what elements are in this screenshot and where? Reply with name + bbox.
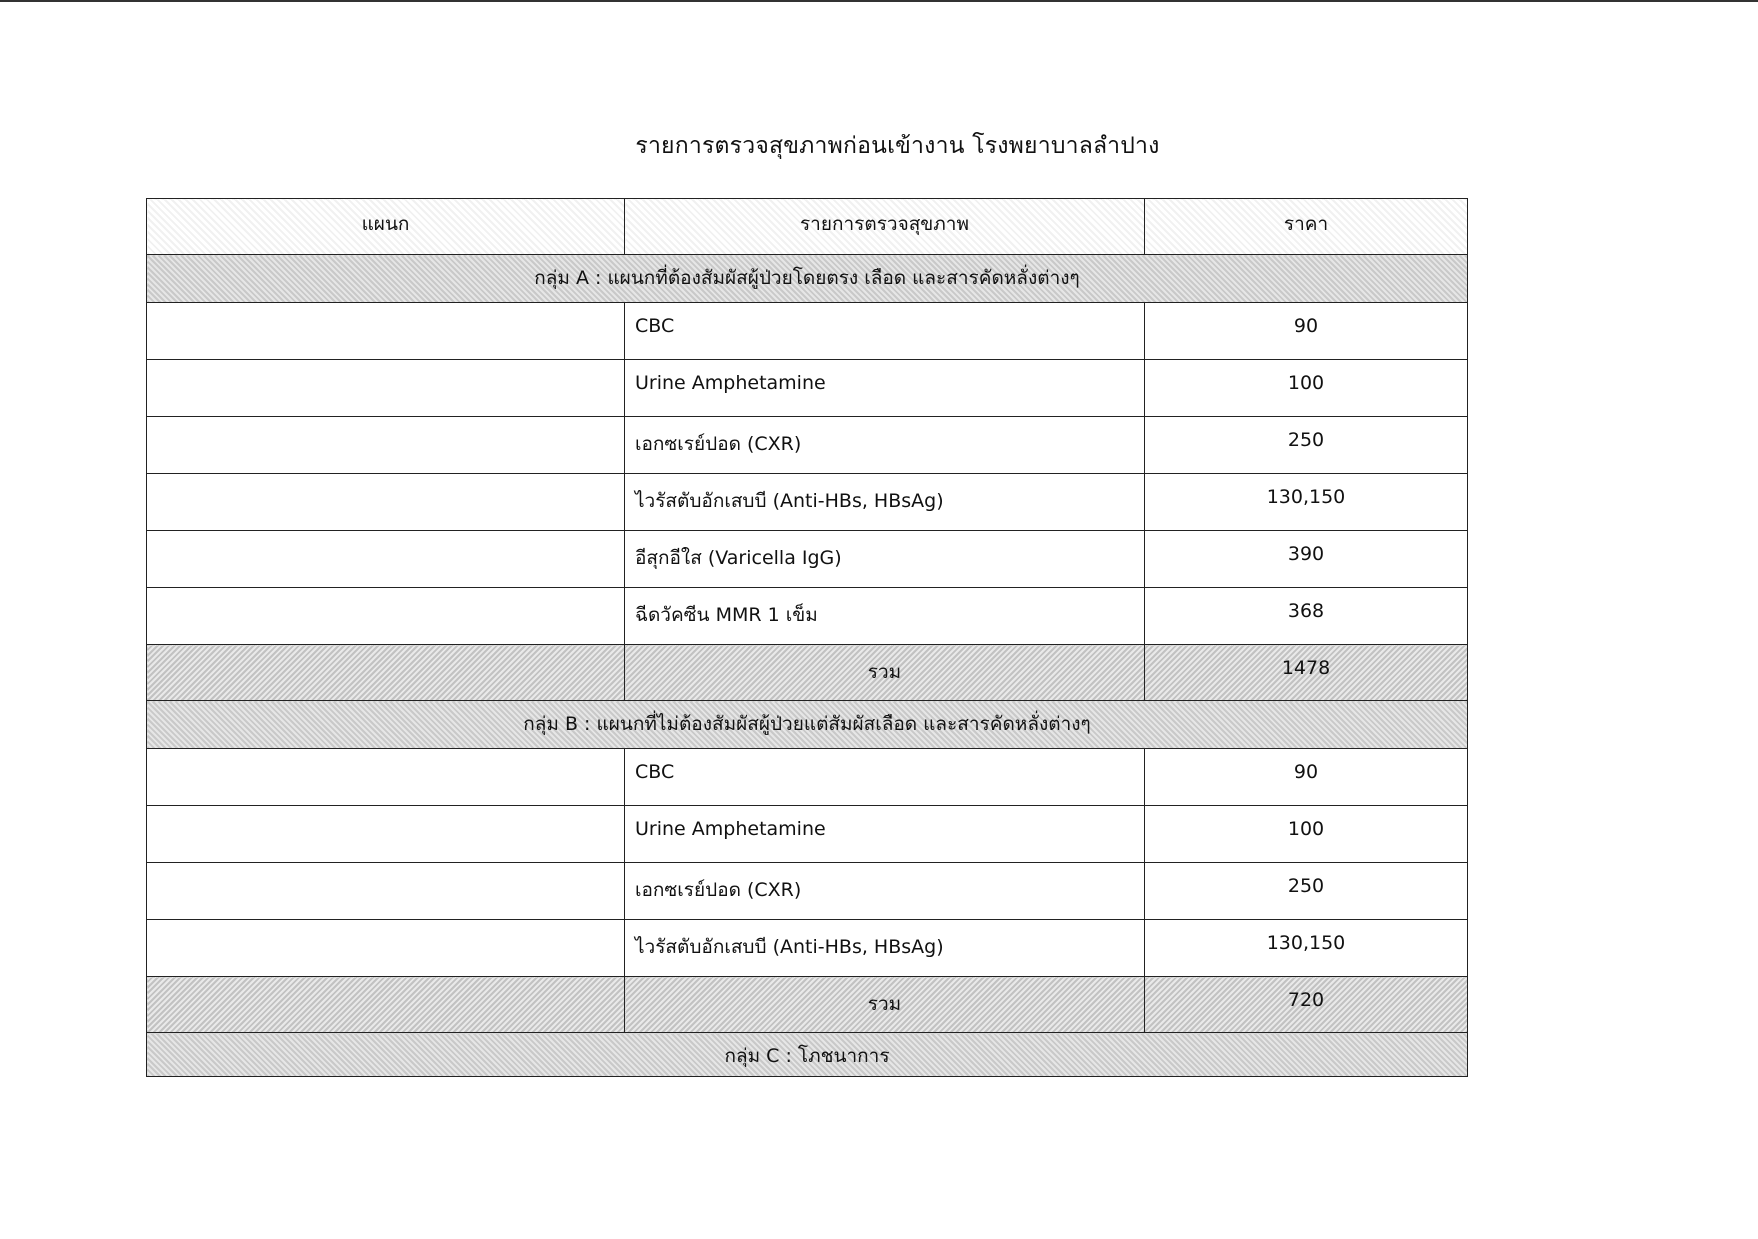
item-name: ไวรัสตับอักเสบบี (Anti-HBs, HBsAg) xyxy=(625,920,1145,977)
table-row xyxy=(147,920,1468,977)
header-price: ราคา xyxy=(1145,199,1468,255)
table-row xyxy=(147,863,1468,920)
item-price: 130,150 xyxy=(1145,920,1468,977)
item-name: อีสุกอีใส (Varicella IgG) xyxy=(625,531,1145,588)
department-cell xyxy=(147,645,625,701)
scan-edge-line xyxy=(0,0,1758,2)
table-header-row xyxy=(147,199,1468,255)
page-title: รายการตรวจสุขภาพก่อนเข้างาน โรงพยาบาลลำปาง xyxy=(635,133,1160,159)
department-cell xyxy=(147,474,625,531)
table-row xyxy=(147,474,1468,531)
checkup-table xyxy=(146,198,1468,1077)
group-a-total-label: รวม xyxy=(625,645,1145,701)
table-row xyxy=(147,749,1468,806)
item-name: ฉีดวัคซีน MMR 1 เข็ม xyxy=(625,588,1145,645)
group-b-title: กลุ่ม B : แผนกที่ไม่ต้องสัมผัสผู้ป่วยแต่สัมผัสเลือด และสารคัดหลั่งต่างๆ xyxy=(147,701,1468,749)
item-price: 250 xyxy=(1145,863,1468,920)
department-cell xyxy=(147,806,625,863)
item-price: 250 xyxy=(1145,417,1468,474)
item-price: 130,150 xyxy=(1145,474,1468,531)
table-row xyxy=(147,303,1468,360)
item-price: 390 xyxy=(1145,531,1468,588)
item-name: CBC xyxy=(625,303,1145,360)
item-name: Urine Amphetamine xyxy=(625,806,1145,863)
item-name: เอกซเรย์ปอด (CXR) xyxy=(625,417,1145,474)
group-b-total-label: รวม xyxy=(625,977,1145,1033)
department-cell xyxy=(147,977,625,1033)
table-row xyxy=(147,588,1468,645)
table-row xyxy=(147,531,1468,588)
department-cell xyxy=(147,588,625,645)
header-checkup-list: รายการตรวจสุขภาพ xyxy=(625,199,1145,255)
group-b-total-row xyxy=(147,977,1468,1033)
item-price: 100 xyxy=(1145,360,1468,417)
department-cell xyxy=(147,531,625,588)
department-cell xyxy=(147,749,625,806)
table-row xyxy=(147,806,1468,863)
department-cell xyxy=(147,360,625,417)
header-department: แผนก xyxy=(147,199,625,255)
item-name: Urine Amphetamine xyxy=(625,360,1145,417)
group-a-total-row xyxy=(147,645,1468,701)
group-c-title: กลุ่ม C : โภชนาการ xyxy=(147,1033,1468,1077)
item-price: 100 xyxy=(1145,806,1468,863)
item-price: 90 xyxy=(1145,303,1468,360)
item-name: CBC xyxy=(625,749,1145,806)
department-cell xyxy=(147,417,625,474)
item-name: เอกซเรย์ปอด (CXR) xyxy=(625,863,1145,920)
department-cell xyxy=(147,920,625,977)
group-b-title-row xyxy=(147,701,1468,749)
item-name: ไวรัสตับอักเสบบี (Anti-HBs, HBsAg) xyxy=(625,474,1145,531)
item-price: 90 xyxy=(1145,749,1468,806)
department-cell xyxy=(147,863,625,920)
group-b-total: 720 xyxy=(1145,977,1468,1033)
table-row xyxy=(147,360,1468,417)
group-a-title: กลุ่ม A : แผนกที่ต้องสัมผัสผู้ป่วยโดยตรง เลือด และสารคัดหลั่งต่างๆ xyxy=(147,255,1468,303)
item-price: 368 xyxy=(1145,588,1468,645)
group-a-title-row xyxy=(147,255,1468,303)
department-cell xyxy=(147,303,625,360)
group-c-title-row xyxy=(147,1033,1468,1077)
table-row xyxy=(147,417,1468,474)
group-a-total: 1478 xyxy=(1145,645,1468,701)
